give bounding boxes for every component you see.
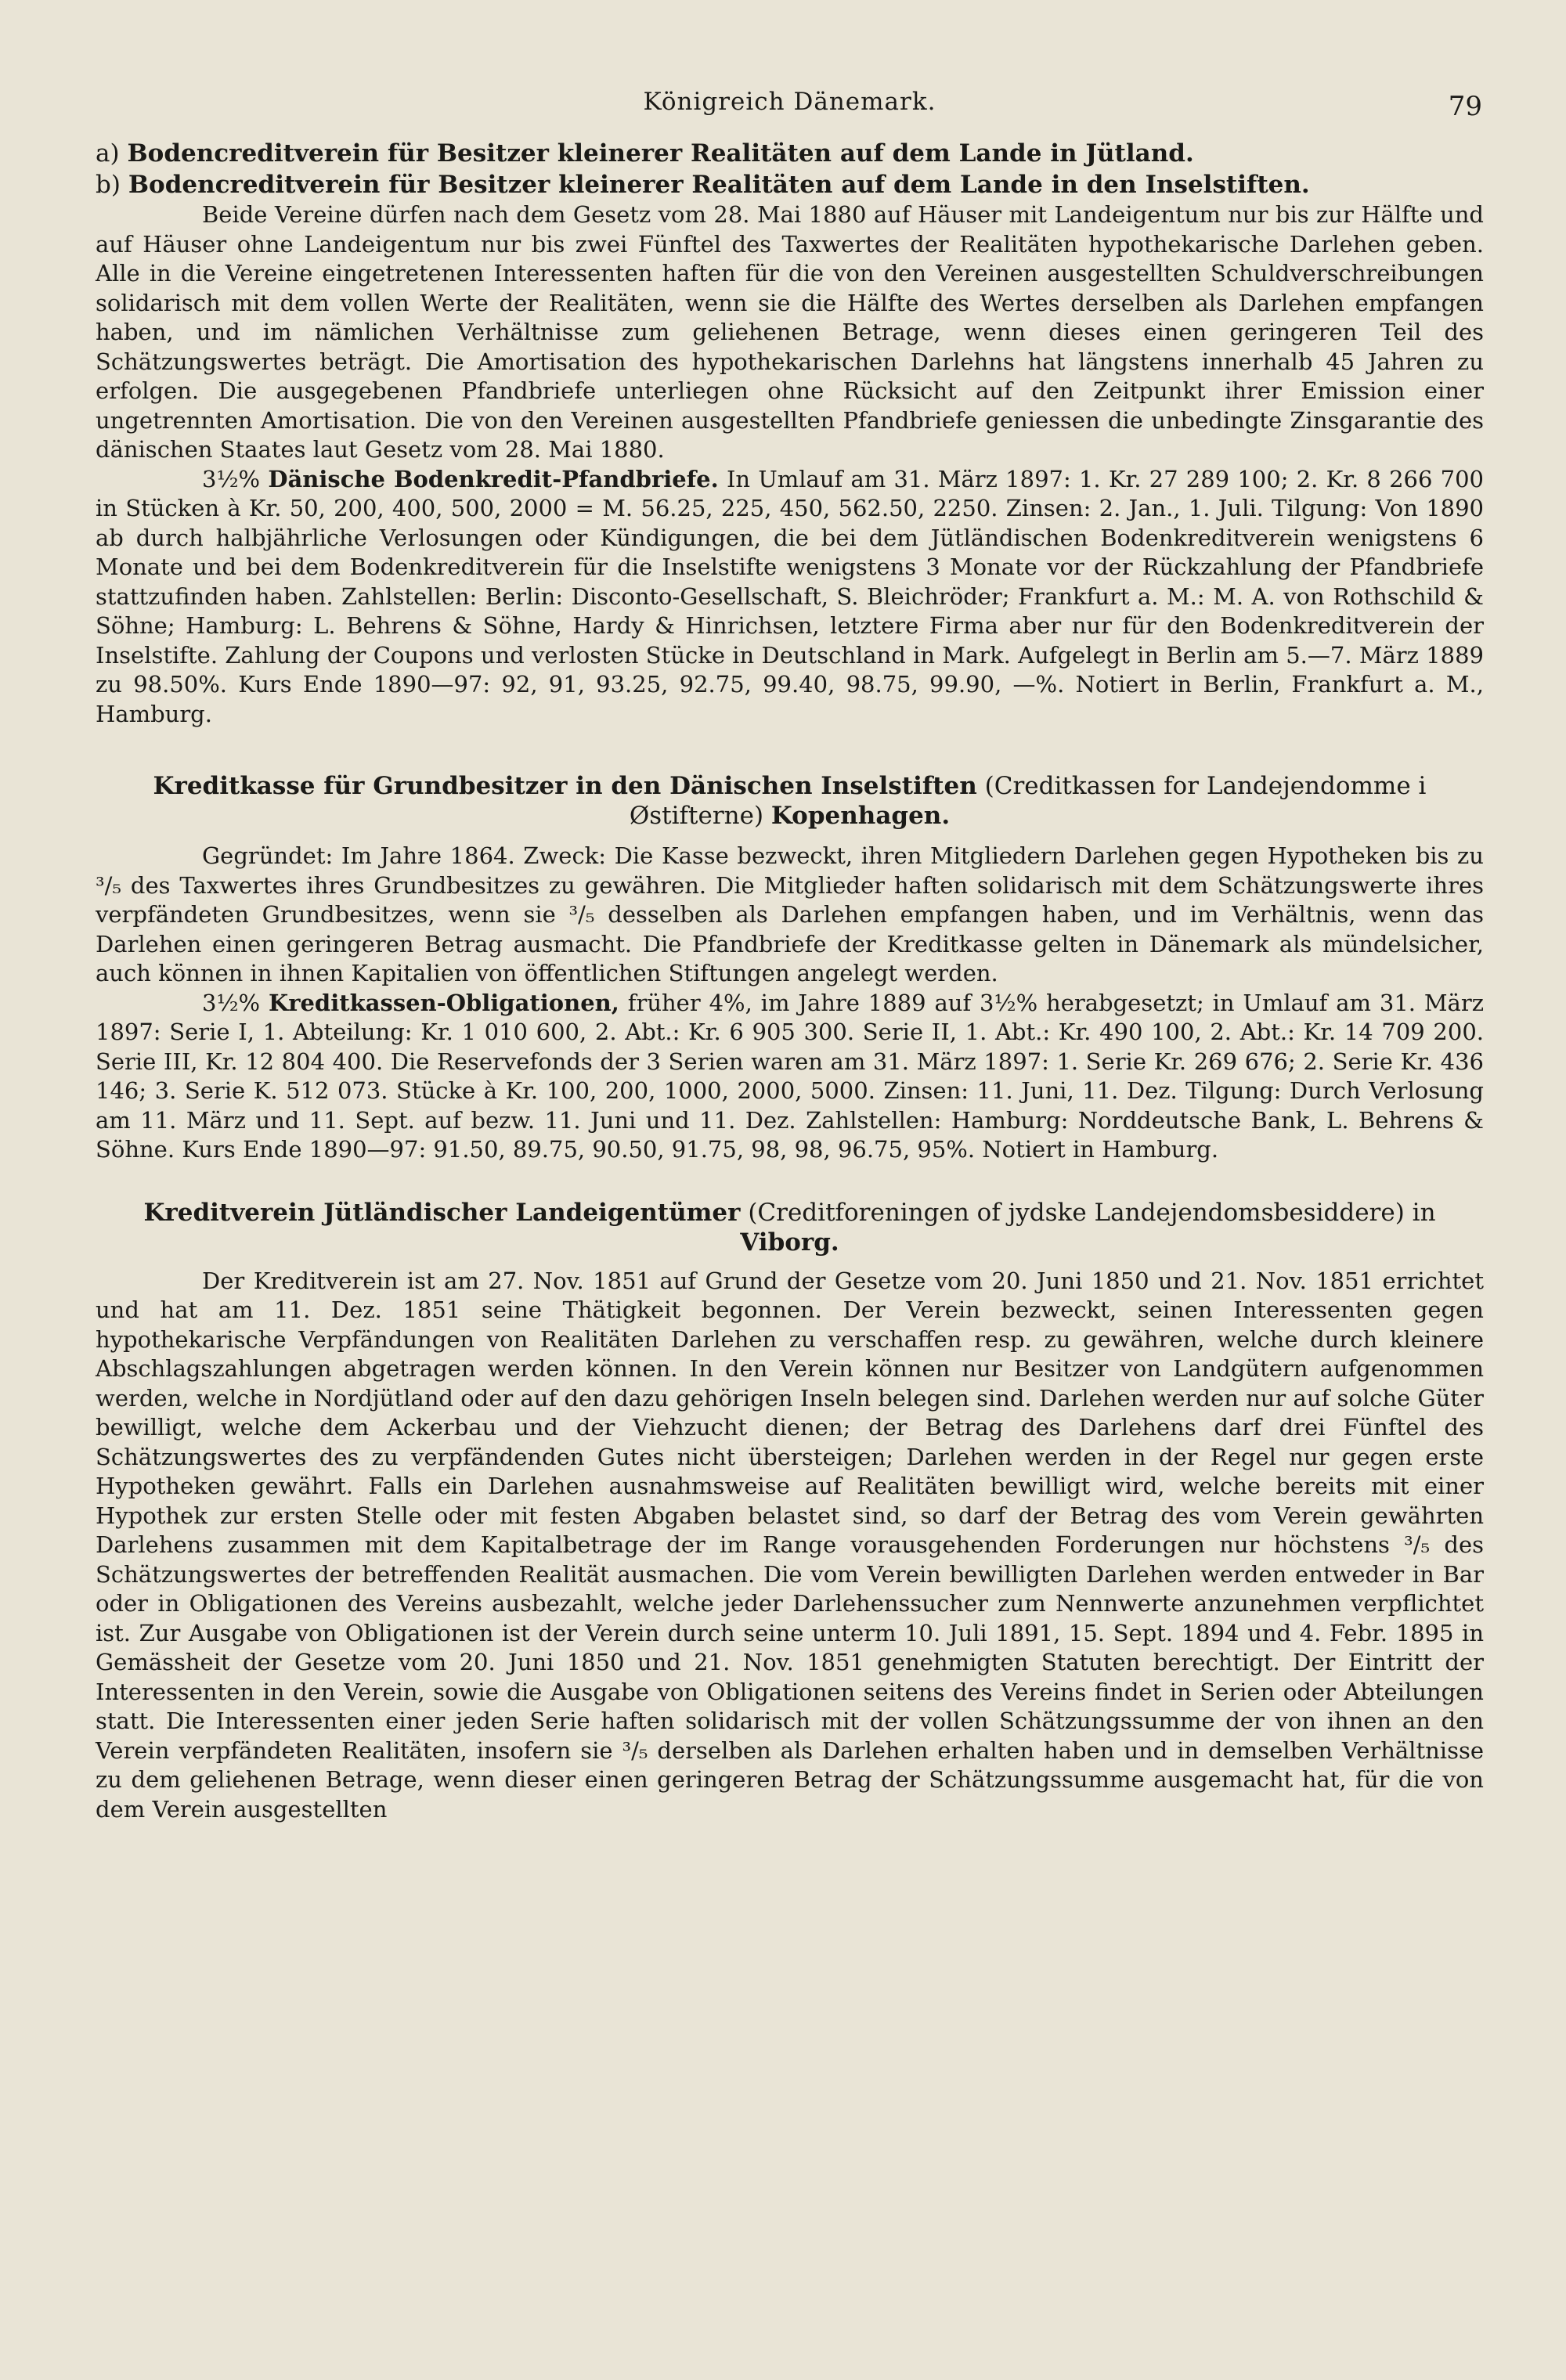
section1-bond-title: Dänische Bodenkredit-Pfandbriefe. xyxy=(268,465,719,492)
section2-paragraph-2 xyxy=(96,989,1484,1165)
heading-b-text: Bodencreditverein für Besitzer kleinerer Realitäten auf dem Lande in den Inselstiften. xyxy=(128,171,1310,199)
section1-paragraph-2 xyxy=(96,465,1484,730)
section1-heading-a xyxy=(96,138,1484,169)
section2-paragraph-1: Gegründet: Im Jahre 1864. Zweck: Die Kasse bezweckt, ihren Mitgliedern Darlehen gegen Hypotheken bis zu ³/₅ des Taxwertes ihres Grundbesitzes zu gewähren. Die Mitglieder haften solidarisch mit dem Schätzungswerte ihres verpfändeten Grundbesitzes, wenn sie ³/₅ desselben als Darlehen empfangen haben, und im Verhältnis, wenn das Darlehen einen geringeren Betrag ausmacht. Die Pfandbriefe der Kreditkasse gelten in Dänemark als mündelsicher, auch können in ihnen Kapitalien von öffentlichen Stiftungen angelegt werden. xyxy=(96,842,1484,986)
section2-bond-text: früher 4%, im Jahre 1889 auf 3½% herabgesetzt; in Umlauf am 31. März 1897: Serie I, 1. Abteilung: Kr. 1 010 600, 2. Abt.: Kr. 6 905 300. Serie II, 1. Abt.: Kr. 490 100, 2. Abt.: Kr. 14 709 200. Serie III, Kr. 12 804 400. Die Reservefonds der 3 Serien waren am 31. März 1897: 1. Serie Kr. 269 676; 2. Serie Kr. 436 146; 3. Serie K. 512 073. Stücke à Kr. 100, 200, 1000, 2000, 5000. Zinsen: 11. Juni, 11. Dez. Tilgung: Durch Verlosung am 11. März und 11. Sept. auf bezw. 11. Juni und 11. Dez. Zahlstellen: Hamburg: Norddeutsche Bank, L. Behrens & Söhne. Kurs Ende 1890—97: 91.50, 89.75, 90.50, 91.75, 98, 98, 96.75, 95%. Notiert in Hamburg. xyxy=(96,989,1484,1163)
label-b: b) xyxy=(96,171,121,199)
section3-title-paren: (Creditforeningen of jydske Landejendomsbesiddere) in xyxy=(748,1198,1436,1227)
heading-a-text: Bodencreditverein für Besitzer kleinerer Realitäten auf dem Lande in Jütland. xyxy=(127,139,1194,168)
section3-title-city: Viborg. xyxy=(740,1228,839,1257)
section2-title-city: Kopenhagen. xyxy=(770,802,951,830)
section2-title-bold: Kreditkasse für Grundbesitzer in den Dänischen Inselstiften xyxy=(153,772,977,800)
section2-bond-title: Kreditkassen-Obligationen, xyxy=(269,989,619,1016)
section1-bond-text: In Umlauf am 31. März 1897: 1. Kr. 27 289 100; 2. Kr. 8 266 700 in Stücken à Kr. 50, 200, 400, 500, 2000 = M. 56.25, 225, 450, 562.50, 2250. Zinsen: 2. Jan., 1. Juli. Tilgung: Von 1890 ab durch halbjährliche Verlosungen oder Kündigungen, die bei dem Jütländischen Bodenkreditverein wenigstens 6 Monate und bei dem Bodenkreditverein für die Inselstifte wenigstens 3 Monate vor der Rückzahlung der Pfandbriefe stattzufinden haben. Zahlstellen: Berlin: Disconto-Gesellschaft, S. Bleichröder; Frankfurt a. M.: M. A. von Rothschild & Söhne; Hamburg: L. Behrens & Söhne, Hardy & Hinrichsen, letztere Firma aber nur für den Bodenkreditverein der Inselstifte. Zahlung der Coupons und verlosten Stücke in Deutschland in Mark. Aufgelegt in Berlin am 5.—7. März 1889 zu 98.50%. Kurs Ende 1890—97: 92, 91, 93.25, 92.75, 99.40, 98.75, 99.90, —%. Notiert in Berlin, Frankfurt a. M., Hamburg. xyxy=(96,465,1484,727)
page-number: 79 xyxy=(1448,91,1482,122)
section1-paragraph-1: Beide Vereine dürfen nach dem Gesetz vom 28. Mai 1880 auf Häuser mit Landeigentum nur bis zur Hälfte und auf Häuser ohne Landeigentum nur bis zwei Fünftel des Taxwertes der Realitäten hypothekarische Darlehen geben. Alle in die Vereine eingetretenen Interessenten haften für die von den Vereinen ausgestellten Schuldverschreibungen solidarisch mit dem vollen Werte der Realitäten, wenn sie die Hälfte des Wertes derselben als Darlehen empfangen haben, und im nämlichen Verhältnisse zum geliehenen Betrage, wenn dieses einen geringeren Teil des Schätzungswertes beträgt. Die Amortisation des hypothekarischen Darlehns hat längstens innerhalb 45 Jahren zu erfolgen. Die ausgegebenen Pfandbriefe unterliegen ohne Rücksicht auf den Zeitpunkt ihrer Emission einer ungetrennten Amortisation. Die von den Vereinen ausgestellten Pfandbriefe geniessen die unbedingte Zinsgarantie des dänischen Staates laut Gesetz vom 28. Mai 1880. xyxy=(96,201,1484,463)
label-a: a) xyxy=(96,139,120,168)
section3-paragraph-1: Der Kreditverein ist am 27. Nov. 1851 auf Grund der Gesetze vom 20. Juni 1850 und 21. Nov. 1851 errichtet und hat am 11. Dez. 1851 seine Thätigkeit begonnen. Der Verein bezweckt, seinen Interessenten gegen hypothekarische Verpfändungen von Realitäten Darlehen zu verschaffen resp. zu gewähren, welche durch kleinere Abschlagszahlungen abgetragen werden können. In den Verein können nur Besitzer von Landgütern aufgenommen werden, welche in Nordjütland oder auf den dazu gehörigen Inseln belegen sind. Darlehen werden nur auf solche Güter bewilligt, welche dem Ackerbau und der Viehzucht dienen; der Betrag des Darlehens darf drei Fünftel des Schätzungswertes des zu verpfändenden Gutes nicht übersteigen; Darlehen werden in der Regel nur gegen erste Hypotheken gewährt. Falls ein Darlehen ausnahmsweise auf Realitäten bewilligt wird, welche bereits mit einer Hypothek zur ersten Stelle oder mit festen Abgaben belastet sind, so darf der Betrag des vom Verein gewährten Darlehens zusammen mit dem Kapitalbetrage der im Range vorausgehenden Forderungen nur höchstens ³/₅ des Schätzungswertes der betreffenden Realität ausmachen. Die vom Verein bewilligten Darlehen werden entweder in Bar oder in Obligationen des Vereins ausbezahlt, welche jeder Darlehenssucher zum Nennwerte anzunehmen verpflichtet ist. Zur Ausgabe von Obligationen ist der Verein durch seine unterm 10. Juli 1891, 15. Sept. 1894 und 4. Febr. 1895 in Gemässheit der Gesetze vom 20. Juni 1850 und 21. Nov. 1851 genehmigten Statuten berechtigt. Der Eintritt der Interessenten in den Verein, sowie die Ausgabe von Obligationen seitens des Vereins findet in Serien oder Abteilungen statt. Die Interessenten einer jeden Serie haften solidarisch mit der vollen Schätzungssumme der von ihnen an den Verein verpfändeten Realitäten, insofern sie ³/₅ derselben als Darlehen erhalten haben und in demselben Verhältnisse zu dem geliehenen Betrage, wenn dieser einen geringeren Betrag der Schätzungssumme ausgemacht hat, für die von dem Verein ausgestellten xyxy=(96,1267,1484,1823)
running-title: Königreich Dänemark. xyxy=(643,88,936,116)
section3-title xyxy=(96,1198,1484,1257)
section2-title-paren: (Creditkassen for Landejendomme i Østifterne) xyxy=(629,772,1427,830)
page-header xyxy=(96,88,1484,135)
section1-heading-b xyxy=(96,169,1484,200)
section2-rate: 3½% xyxy=(202,989,261,1016)
section3-title-bold: Kreditverein Jütländischer Landeigentümer xyxy=(143,1198,741,1227)
section1-rate: 3½% xyxy=(202,465,261,492)
section2-title xyxy=(96,771,1484,831)
